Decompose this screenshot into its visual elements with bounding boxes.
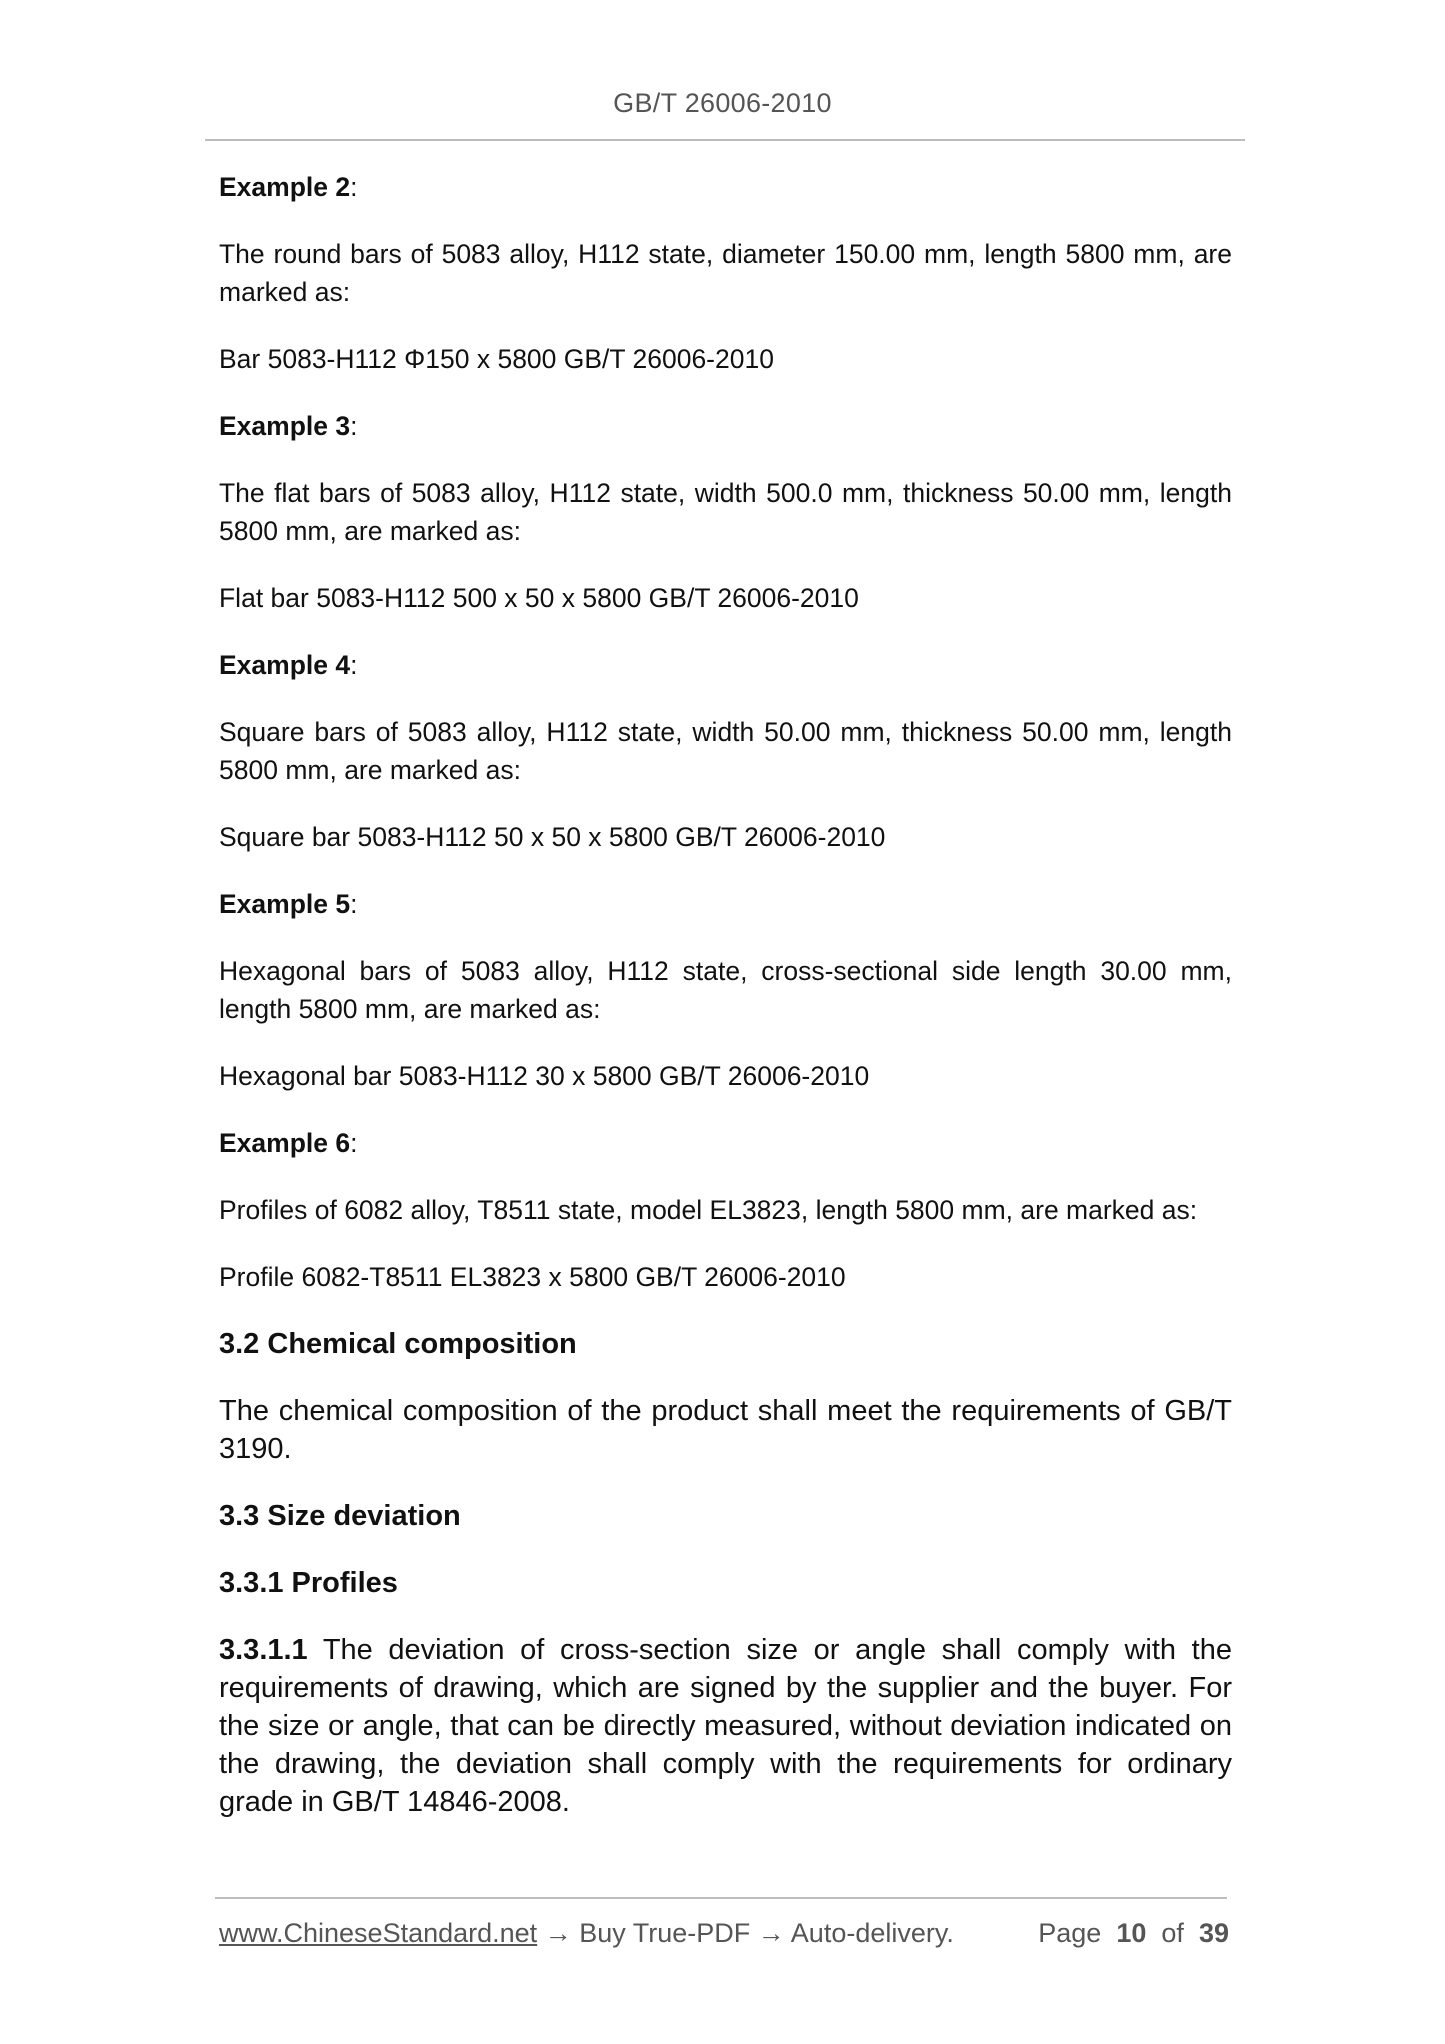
- section-heading-3-3: 3.3 Size deviation: [219, 1500, 461, 1532]
- page-label: Page: [1038, 1918, 1102, 1948]
- page-header: [0, 88, 1445, 119]
- clause-number: 3.3.1.1: [219, 1634, 308, 1666]
- of-label: of: [1161, 1918, 1184, 1948]
- example-marking: Bar 5083-H112 Φ150 x 5800 GB/T 26006-2010: [219, 344, 774, 374]
- section-text-3-2: The chemical composition of the product shall meet the requirements of GB/T 3190.: [219, 1395, 1232, 1465]
- clause-3-3-1-1: [219, 1631, 1232, 1821]
- example-marking: Profile 6082-T8511 EL3823 x 5800 GB/T 26006-2010: [219, 1262, 846, 1292]
- example-heading: Example 4:: [219, 650, 358, 680]
- footer-divider: [215, 1897, 1227, 1899]
- example-heading: Example 2:: [219, 172, 358, 202]
- example-heading: Example 3:: [219, 411, 358, 441]
- example-marking: Flat bar 5083-H112 500 x 50 x 5800 GB/T 26006-2010: [219, 583, 859, 613]
- document-id: GB/T 26006-2010: [613, 88, 832, 118]
- header-divider: [205, 139, 1245, 141]
- example-description: Hexagonal bars of 5083 alloy, H112 state, cross-sectional side length 30.00 mm, length 5800 mm, are marked as:: [219, 956, 1232, 1024]
- page-counter: [1038, 1918, 1229, 1949]
- buy-pdf-text: Buy True-PDF: [579, 1918, 751, 1948]
- example-heading: Example 5:: [219, 889, 358, 919]
- example-description: Square bars of 5083 alloy, H112 state, width 50.00 mm, thickness 50.00 mm, length 5800 mm, are marked as:: [219, 717, 1232, 785]
- example-description: Profiles of 6082 alloy, T8511 state, model EL3823, length 5800 mm, are marked as:: [219, 1195, 1198, 1225]
- page-current: 10: [1116, 1918, 1147, 1948]
- website-link[interactable]: www.ChineseStandard.net: [219, 1918, 538, 1948]
- example-description: The flat bars of 5083 alloy, H112 state, width 500.0 mm, thickness 50.00 mm, length 5800 mm, are marked as:: [219, 478, 1232, 546]
- page-total: 39: [1198, 1918, 1229, 1948]
- auto-delivery-text: Auto-delivery.: [790, 1918, 954, 1948]
- example-marking: Hexagonal bar 5083-H112 30 x 5800 GB/T 26006-2010: [219, 1061, 870, 1091]
- section-heading-3-2: 3.2 Chemical composition: [219, 1328, 577, 1360]
- arrow-right-icon: →: [757, 1918, 785, 1948]
- example-description: The round bars of 5083 alloy, H112 state, diameter 150.00 mm, length 5800 mm, are marked as:: [219, 239, 1232, 307]
- example-heading: Example 6:: [219, 1128, 358, 1158]
- clause-text: The deviation of cross-section size or angle shall comply with the requirements of drawing, which are signed by the supplier and the buyer. For the size or angle, that can be directly measured, without deviation indicated on the drawing, the deviation shall comply with the requirements for ordinary grade in GB/T 14846-2008.: [219, 1634, 1232, 1818]
- section-heading-3-3-1: 3.3.1 Profiles: [219, 1567, 398, 1599]
- arrow-right-icon: →: [544, 1918, 572, 1948]
- example-marking: Square bar 5083-H112 50 x 50 x 5800 GB/T 26006-2010: [219, 822, 886, 852]
- page-body: [219, 168, 1232, 1850]
- footer-promo: [219, 1918, 954, 1949]
